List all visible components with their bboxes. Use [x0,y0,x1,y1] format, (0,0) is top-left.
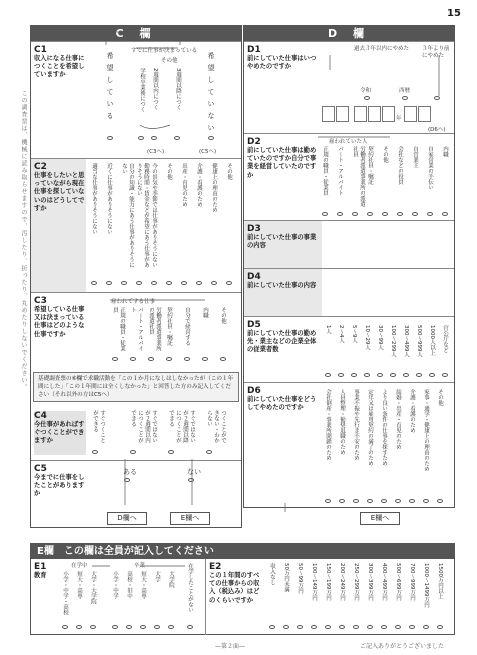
c3-option-2-radio[interactable] [130,357,136,361]
c1-sub-2weeks-radio[interactable] [151,136,157,140]
e2-option-9-label: 400〜499万円 [381,563,387,601]
e1-school-option-3-label: 大学・大学院 [90,571,96,604]
e1-section [31,559,206,635]
d6-option-9-radio[interactable] [437,499,443,503]
e2-option-3-label: 50〜99万円 [297,563,303,594]
e2-section [206,559,454,635]
e2-option-5-radio[interactable] [325,625,331,629]
d4-number: D4 [247,272,261,282]
d5-option-2-label: 2〜4人 [338,325,344,343]
e1-label [34,562,56,580]
c4-option-1-radio[interactable] [92,450,98,454]
e1-graduated-label: 卒業 [134,563,146,569]
e1-grad-option-5-label: 大学院 [168,571,174,588]
d1-goto-d6: (D6へ) [428,127,446,133]
c2-option-5-radio[interactable] [151,281,157,285]
e1-grad-option-2-radio[interactable] [126,625,132,629]
d6-option-9-label: その他 [437,389,443,406]
c3-option-6-label: 内職 [202,307,208,318]
c4-label [34,411,86,455]
d6-label [247,386,319,412]
d6-option-7-radio[interactable] [409,499,415,503]
e2-option-10-label: 500〜699万円 [395,563,401,601]
goto-e-column-button-d[interactable]: E欄へ [360,512,400,525]
goto-d-column-button[interactable]: D欄へ [107,512,147,525]
e2-option-3-radio[interactable] [297,625,303,629]
e1-grad-option-2-label: 高校・旧中 [126,571,132,599]
e2-option-6-radio[interactable] [339,625,345,629]
d5-option-7-label: 300〜499人 [403,325,409,357]
c3-option-5-label: 自分で経営する [184,307,190,346]
d6-option-1-radio[interactable] [325,499,331,503]
c4-option-3-radio[interactable] [168,450,174,454]
d5-option-6-radio[interactable] [390,373,396,377]
c4-option-4-radio[interactable] [206,450,212,454]
e1-grad-option-3-radio[interactable] [140,625,146,629]
c2-number: C2 [34,162,47,172]
d5-option-10-label: 官公庁など [442,325,448,353]
c1-section [31,41,241,158]
c1-number: C1 [34,45,47,55]
d6-option-1-label: 会社倒産・事業所閉鎖のため [325,389,331,461]
c1-already-decided: すでに仕事が決まっている [131,48,198,54]
c2-option-6-radio[interactable] [166,281,172,285]
c1-option-yes-label: 希望している [106,52,114,124]
c-column-header: C 欄 [31,26,241,41]
d1-number: D1 [247,45,261,55]
c2-option-5-label: 今の景気や季節では仕事がありそうにない [151,163,157,268]
c4-option-3-label: すぐではないが２週間以降につくことができる [168,410,195,443]
d5-option-1-label: 1人 [325,325,331,334]
e-column [30,543,455,635]
e1-grad-option-1-radio[interactable] [112,625,118,629]
d5-option-1-radio[interactable] [325,373,331,377]
d1-year-box-5[interactable] [382,106,395,122]
e2-option-7-radio[interactable] [353,625,359,629]
d1-month-box-2[interactable] [418,106,431,122]
d3-label [247,224,319,250]
c1-sub-3weeks-radio[interactable] [174,136,180,140]
d-column [243,25,455,508]
d2-option-7-label: 自営業主 [412,146,418,168]
d2-option-8-label: 自家営業の手伝い [427,146,433,190]
thanks-message: ご記入ありがとうございました [360,643,445,650]
d4-answer-area[interactable] [324,271,452,315]
d5-section [244,316,454,382]
e2-option-11-radio[interactable] [409,625,415,629]
d5-option-8-radio[interactable] [416,373,422,377]
d6-option-4-label: 定年又は雇用契約の満了のため [367,389,373,466]
c2-option-7-radio[interactable] [181,281,187,285]
c3-label [34,296,86,339]
d3-question: 前にしていた仕事の事業の内容 [247,234,317,250]
d5-label [247,320,319,355]
e1-number: E1 [34,562,47,572]
c5-label [34,464,86,499]
e2-option-2-radio[interactable] [283,625,289,629]
c4-option-2-label: すぐではないが２週間以内につくことができる [130,410,157,443]
d6-option-8-radio[interactable] [423,499,429,503]
d6-number: D6 [247,386,261,396]
page-number: 15 [447,8,461,19]
e1-not-enrolled-radio[interactable] [187,625,193,629]
d5-option-10-radio[interactable] [442,373,448,377]
d1-section [244,41,454,133]
d1-reiwa-radio[interactable] [364,96,370,100]
c1-sub-school-label: 学校卒業後につく [139,68,145,112]
d2-option-6-radio[interactable] [397,212,403,216]
d2-option-8-radio[interactable] [427,212,433,216]
c3-number: C3 [34,296,47,306]
d6-option-3-radio[interactable] [353,499,359,503]
e2-option-1-radio[interactable] [269,625,275,629]
d1-month-box-1[interactable] [404,106,417,122]
d6-question: 前にしていた仕事をどうしてやめたのですか [247,396,317,412]
c3-option-1-radio[interactable] [112,357,118,361]
machine-read-notice: この調査票は、機械に読み取らせますので、汚したり、折ったり、丸めたりしないでください。 [20,90,27,391]
d5-number: D5 [247,320,261,330]
e1-grad-option-4-radio[interactable] [154,625,160,629]
d3-section [244,220,454,268]
d6-option-5-radio[interactable] [381,499,387,503]
c5-option-yes-label: ある [123,468,137,476]
d5-option-4-label: 10〜29人 [364,325,370,350]
d2-option-7-radio[interactable] [412,212,418,216]
e1-not-enrolled-label: 在学したことがない [187,563,193,613]
e2-option-6-label: 200〜249万円 [339,563,345,601]
c3-option-7-label: その他 [220,307,226,324]
d2-option-3-radio[interactable] [352,212,358,216]
e1-in-school-label: 在学中 [71,563,88,569]
e1-grad-option-5-radio[interactable] [168,625,174,629]
c5-option-no-radio[interactable] [188,478,194,482]
c2-option-8-label: 介護・看護のため [196,163,202,207]
e2-option-13-radio[interactable] [437,625,443,629]
c2-option-2-label: 近くに仕事がありそうにない [106,163,112,235]
c2-option-2-radio[interactable] [106,281,112,285]
d2-option-5-radio[interactable] [382,212,388,216]
d5-option-9-label: 1000人以上 [429,325,435,356]
d3-answer-area[interactable] [324,223,452,267]
d4-question: 前にしていた仕事の内容 [247,282,317,289]
c4-option-2-radio[interactable] [130,450,136,454]
c1-sub-school-radio[interactable] [138,136,144,140]
c3-option-3-radio[interactable] [148,357,154,361]
e1-grad-option-1-label: 小学・中学 [112,571,118,599]
e2-number: E2 [209,562,222,572]
c3-option-4-label: 契約社員・嘱託 [166,307,172,346]
c5-number: C5 [34,464,47,474]
d1-before-3y: ３年より前にやめた [422,46,450,59]
c1-sub-other-label: その他 [161,58,178,64]
d1-year-box-4[interactable] [368,106,381,122]
d5-option-3-label: 5〜9人 [351,325,357,343]
d4-label [247,272,319,290]
d2-option-5-label: その他 [382,146,388,163]
d2-option-2-radio[interactable] [337,212,343,216]
c3-group-label: 雇われてする仕事 [111,299,156,305]
c4-number: C4 [34,411,47,421]
c2-option-10-label: その他 [226,163,232,180]
d2-label [247,137,317,180]
d2-number: D2 [247,137,261,147]
c2-option-1-radio[interactable] [91,281,97,285]
e1-school-option-1-label: 小学・中学・高校 [62,571,68,615]
d1-question: 前にしていた仕事はいつやめたのですか [247,55,317,71]
d1-year-box-2[interactable] [336,106,349,122]
d5-option-3-radio[interactable] [351,373,357,377]
page-footer-label: —第２面— [215,643,246,650]
d6-option-6-radio[interactable] [395,499,401,503]
d4-section [244,268,454,316]
e2-question: この１年間のすべての仕事からの収入（税込み）はどのくらいですか [209,572,260,604]
d2-option-2-label: パート・アルバイト [337,146,343,196]
c1-goto-c5: (C5へ) [199,149,217,155]
d6-option-4-radio[interactable] [367,499,373,503]
e1-question: 教育 [34,572,47,579]
e2-option-5-label: 150〜199万円 [325,563,331,601]
d2-option-6-label: 会社などの役員 [397,146,403,185]
d6-section [244,382,454,508]
c3-option-5-radio[interactable] [184,357,190,361]
c2-option-8-radio[interactable] [196,281,202,285]
c-column [30,25,242,528]
d6-option-7-label: 介護・看護のため [409,389,415,433]
e2-option-1-label: 収入なし [269,563,275,585]
d1-year-unit: 年 [396,116,402,122]
c4-option-1-label: すぐつくことができる [92,410,105,443]
e2-option-7-label: 250〜299万円 [353,563,359,601]
c2-option-9-label: 健康上の理由のため [211,163,217,213]
c4-option-4-label: つくことができない・わからない [206,410,226,443]
c1-option-no-label: 希望していない [207,52,215,136]
d-column-header: D 欄 [244,26,454,41]
c5-option-no-label: ない [187,468,201,476]
c2-option-4-radio[interactable] [136,281,142,285]
d1-era-seireki: 西暦 [399,88,411,94]
d6-option-3-label: 事業不振や先行き不安のため [353,389,359,461]
c1-label [34,45,86,80]
d2-option-1-radio[interactable] [322,212,328,216]
d1-within-3y: 過去３年以内にやめた [354,46,410,52]
c1-sub-2weeks-label: 2週間以内につく [152,68,158,110]
d5-option-4-radio[interactable] [364,373,370,377]
d2-option-1-label: 正規の職員・従業員 [322,146,328,196]
e2-option-2-label: 50万円未満 [283,563,289,592]
c1-option-yes-radio[interactable] [107,136,113,140]
d2-option-9-label: 内職 [442,146,448,157]
d2-group-label: 雇われていた人 [329,139,368,145]
e2-option-4-radio[interactable] [311,625,317,629]
c2-option-7-label: 出産・育児のため [181,163,187,207]
c2-label [34,162,86,213]
c1-option-no-radio[interactable] [208,136,214,140]
c2-option-6-label: その他 [166,163,172,180]
d2-option-3-label: 労働者派遣事業所の派遣社員 [352,146,365,207]
c3-option-3-label: 労働者派遣事業所の派遣社員 [148,307,161,351]
d1-label [247,45,317,71]
d2-option-9-radio[interactable] [442,212,448,216]
d5-option-5-label: 30〜99人 [377,325,383,350]
d1-year-box-3[interactable] [354,106,367,122]
d1-era-reiwa: 令和 [360,88,372,94]
d5-option-7-radio[interactable] [403,373,409,377]
c2-question: 仕事をしたいと思っていながら現在仕事を探していないのはどうしてですか [34,172,85,212]
c5-option-yes-radio[interactable] [124,478,130,482]
d5-option-8-label: 500〜999人 [416,325,422,357]
e1-school-option-1-radio[interactable] [62,625,68,629]
goto-e-column-button[interactable]: E欄へ [170,512,210,525]
e2-option-8-label: 300〜399万円 [367,563,373,601]
c2-option-10-radio[interactable] [226,281,232,285]
e2-option-13-label: 1500万円以上 [437,563,443,599]
d5-question: 前にしていた仕事の勤め先・業主などの企業全体の従業者数 [247,330,317,354]
c2-section [31,158,241,292]
c1-goto-c3: (C3へ) [147,149,165,155]
c2-option-1-label: 適当な仕事がありそうにない [91,163,97,235]
c3-section [31,292,241,368]
d3-number: D3 [247,224,261,234]
d2-question: 前にしていた仕事は勤めていたのですか自分で事業を経営していたのですか [247,147,317,179]
c3-option-4-radio[interactable] [166,357,172,361]
d6-option-6-label: 結婚・出産・育児のため [395,389,401,450]
c4-section [31,408,241,460]
d2-section [244,133,454,220]
d2-option-4-label: 契約社員・嘱託 [367,146,373,185]
c5-section [31,460,241,516]
d5-option-2-radio[interactable] [338,373,344,377]
e1-school-option-2-label: 短大・高専 [76,571,82,599]
c3-option-6-radio[interactable] [202,357,208,361]
e2-option-9-radio[interactable] [381,625,387,629]
e2-option-8-radio[interactable] [367,625,373,629]
e-column-title: E欄 この欄は全員が記入してください [31,544,454,559]
c2-option-3-label: 自分の知識・能力にあう仕事がありそうにない [121,163,134,268]
d1-before-3y-radio[interactable] [434,96,440,100]
d6-option-2-radio[interactable] [339,499,345,503]
d6-option-5-label: より良い条件の仕事を探すため [381,389,387,466]
e1-grad-option-3-label: 短大・高専 [140,571,146,599]
c4-instruction-banner: 基礎調査票の⑥欄で求職活動を「この１か月になしはしなかったが（この１年間にした」「この１年間には全くしなかった」と回答した方のみ記入してください（それ以外の方はC5へ） [33,372,239,402]
e1-school-option-3-radio[interactable] [90,625,96,629]
c3-option-1-label: 正規の職員・従業員 [112,307,125,351]
d1-seireki-radio[interactable] [402,96,408,100]
d2-option-4-radio[interactable] [367,212,373,216]
c2-option-3-radio[interactable] [121,281,127,285]
d6-option-2-label: 人員整理・勧奨退職のため [339,389,345,455]
c1-question: 収入になる仕事につくことを希望していますか [34,55,85,79]
c3-option-2-label: パート・アルバイト [130,307,143,351]
d6-option-8-label: 家事・通学・健康上の理由のため [423,389,429,472]
e2-label [209,562,265,605]
e2-option-12-label: 1000〜1499万円 [423,563,429,608]
e2-option-10-radio[interactable] [395,625,401,629]
c3-question: 希望している仕事又は決まっている仕事はどのような仕事ですか [34,306,85,338]
e2-option-12-radio[interactable] [423,625,429,629]
d1-year-box-1[interactable] [322,106,335,122]
c4-question: 今仕事があればすぐつくことができますか [34,421,85,445]
c2-option-4-label: 勤務時間・賃金などが希望にあう仕事がありそうにない [136,163,149,268]
e2-option-11-label: 700〜999万円 [409,563,415,601]
c1-sub-3weeks-label: 3週間以降につく [175,68,181,110]
c3-option-7-radio[interactable] [220,357,226,361]
c2-option-9-radio[interactable] [211,281,217,285]
d5-option-9-radio[interactable] [429,373,435,377]
e2-option-4-label: 100〜149万円 [311,563,317,601]
d5-option-6-label: 100〜299人 [390,325,396,357]
e1-school-option-2-radio[interactable] [76,625,82,629]
e1-grad-option-4-label: 大学 [154,571,160,582]
c5-question: 今までに仕事をしたことがありますか [34,474,85,498]
d5-option-5-radio[interactable] [377,373,383,377]
